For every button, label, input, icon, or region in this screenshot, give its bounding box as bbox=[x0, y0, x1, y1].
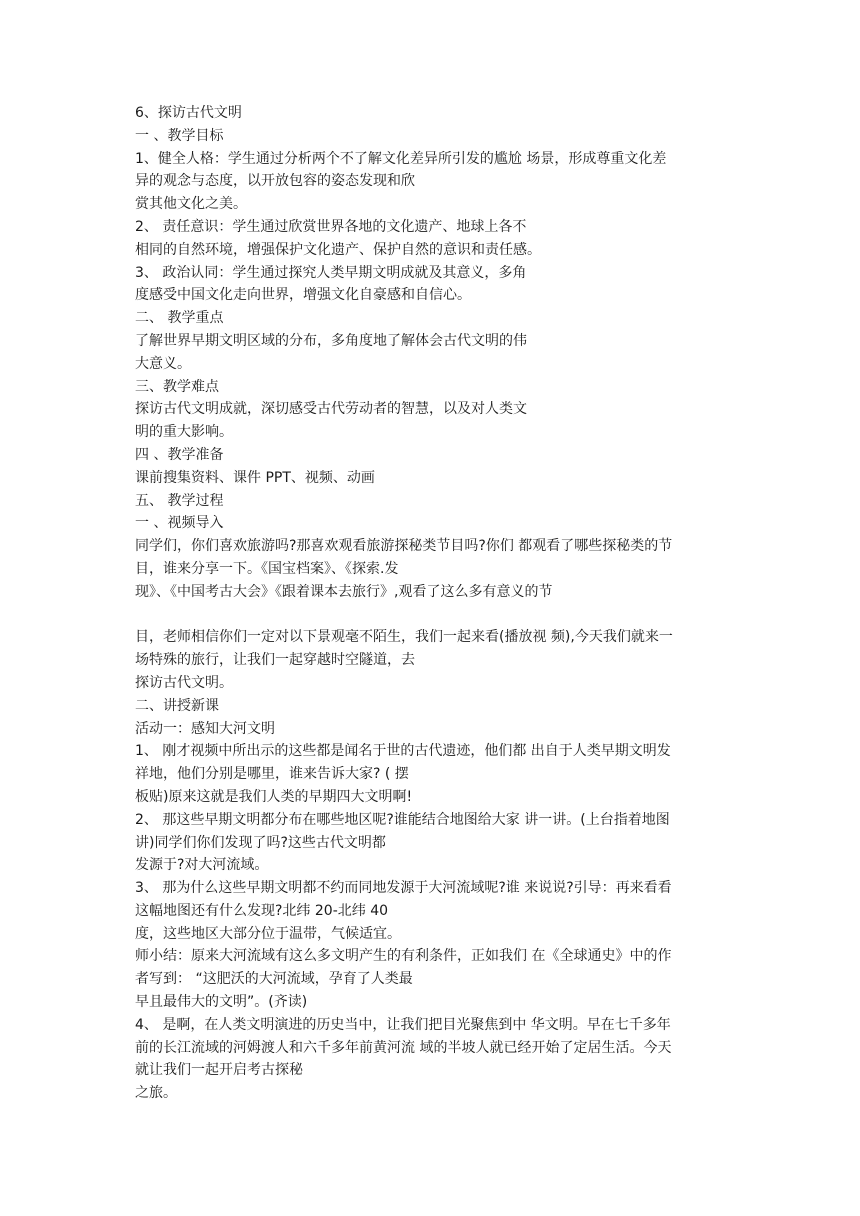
text-line: 1、 刚才视频中所出示的这些都是闻名于世的古代遗迹，他们都 出自于人类早期文明发 bbox=[135, 743, 671, 760]
text-line: 就让我们一起开启考古探秘 bbox=[135, 1062, 303, 1079]
text-line: 1、健全人格：学生通过分析两个不了解文化差异所引发的尴尬 场景，形成尊重文化差 bbox=[135, 150, 667, 167]
document-body bbox=[135, 102, 732, 1105]
text-line: 三、教学难点 bbox=[135, 378, 219, 395]
text-line: 4、 是啊，在人类文明演进的历史当中，让我们把目光聚焦到中 华文明。早在七千多年 bbox=[135, 1016, 671, 1033]
text-line: 探访古代文明成就，深切感受古代劳动者的智慧，以及对人类文 bbox=[135, 401, 527, 418]
text-line: 赏其他文化之美。 bbox=[135, 196, 247, 213]
text-line: 者写到： “这肥沃的大河流域，孕育了人类最 bbox=[135, 971, 413, 988]
text-line: 四 、教学准备 bbox=[135, 446, 224, 463]
text-line: 2、 责任意识：学生通过欣赏世界各地的文化遗产、地球上各不 bbox=[135, 218, 527, 235]
text-line: 大意义。 bbox=[135, 355, 191, 372]
text-line: 讲)同学们你们发现了吗?这些古代文明都 bbox=[135, 834, 386, 851]
text-line: 相同的自然环境，增强保护文化遗产、保护自然的意识和责任感。 bbox=[135, 241, 541, 258]
text-line: 度感受中国文化走向世界，增强文化自豪感和自信心。 bbox=[135, 287, 471, 304]
text-line: 二、讲授新课 bbox=[135, 697, 219, 714]
text-line: 早且最伟大的文明”。(齐读) bbox=[135, 994, 308, 1011]
text-line: 一 、教学目标 bbox=[135, 127, 224, 144]
text-line: 这幅地图还有什么发现?北纬 20-北纬 40 bbox=[135, 902, 389, 919]
text-line: 活动一：感知大河文明 bbox=[135, 720, 275, 737]
text-line: 3、 政治认同：学生通过探究人类早期文明成就及其意义，多角 bbox=[135, 264, 527, 281]
text-line: 3、 那为什么这些早期文明都不约而同地发源于大河流域呢?谁 来说说?引导：再来看看 bbox=[135, 880, 672, 897]
text-line: 了解世界早期文明区域的分布，多角度地了解体会古代文明的伟 bbox=[135, 332, 527, 349]
text-line: 师小结：原来大河流域有这么多文明产生的有利条件，正如我们 在《全球通史》中的作 bbox=[135, 948, 672, 965]
text-line: 之旅。 bbox=[135, 1085, 177, 1102]
document-title: 6、探访古代文明 bbox=[135, 105, 242, 121]
text-line: 目，谁来分享一下。《国宝档案》、《探索.发 bbox=[135, 560, 399, 577]
text-line: 一 、视频导入 bbox=[135, 515, 224, 532]
text-line: 发源于?对大河流域。 bbox=[135, 857, 269, 874]
document-page bbox=[135, 102, 732, 1105]
text-line: 二、 教学重点 bbox=[135, 310, 224, 327]
text-line: 明的重大影响。 bbox=[135, 424, 233, 441]
text-line: 课前搜集资料、课件 PPT、视频、动画 bbox=[135, 469, 375, 486]
text-line: 度，这些地区大部分位于温带，气候适宜。 bbox=[135, 925, 401, 942]
text-line: 现》、《中国考古大会》《跟着课本去旅行》,观看了这么多有意义的节 bbox=[135, 583, 553, 600]
text-line: 前的长江流域的河姆渡人和六千多年前黄河流 域的半坡人就已经开始了定居生活。今天 bbox=[135, 1039, 672, 1056]
text-line: 同学们，你们喜欢旅游吗?那喜欢观看旅游探秘类节目吗?你们 都观看了哪些探秘类的节 bbox=[135, 538, 673, 555]
text-line: 目，老师相信你们一定对以下景观毫不陌生，我们一起来看(播放视 频),今天我们就来一 bbox=[135, 629, 673, 646]
text-line: 五、 教学过程 bbox=[135, 492, 224, 509]
text-line: 板贴)原来这就是我们人类的早期四大文明啊! bbox=[135, 788, 413, 805]
blank-line bbox=[135, 604, 732, 627]
text-line: 场特殊的旅行，让我们一起穿越时空隧道，去 bbox=[135, 652, 415, 669]
text-line: 探访古代文明。 bbox=[135, 674, 233, 691]
text-line: 异的观念与态度，以开放包容的姿态发现和欣 bbox=[135, 173, 415, 190]
text-line: 2、 那这些早期文明都分布在哪些地区呢?谁能结合地图给大家 讲一讲。(上台指着地图 bbox=[135, 811, 670, 828]
text-line: 祥地，他们分别是哪里，谁来告诉大家? ( 摆 bbox=[135, 766, 409, 783]
